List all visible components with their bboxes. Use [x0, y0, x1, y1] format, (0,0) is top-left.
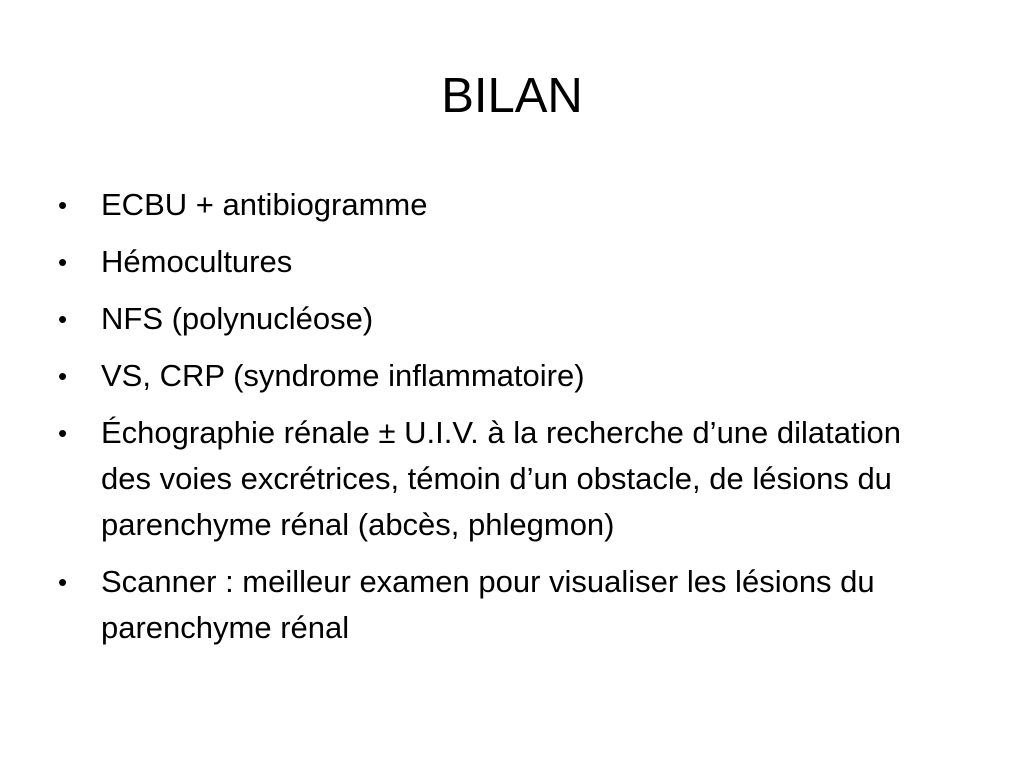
slide-title: BILAN [441, 69, 583, 123]
bullet-item-scanner [58, 559, 958, 651]
bullet-text: NFS (polynucléose) [101, 301, 374, 336]
bullet-dot-icon: • [58, 418, 68, 448]
bullet-list [58, 182, 958, 662]
bullet-item-hemocultures [58, 239, 958, 285]
bullet-item-vs-crp [58, 353, 958, 399]
bullet-text: Hémocultures [101, 244, 293, 279]
bullet-item-nfs [58, 296, 958, 342]
bullet-dot-icon: • [58, 247, 68, 277]
bullet-dot-icon: • [58, 567, 68, 597]
bullet-item-echographie [58, 410, 958, 548]
bullet-item-ecbu [58, 182, 958, 228]
bullet-dot-icon: • [58, 304, 68, 334]
bullet-dot-icon: • [58, 190, 68, 220]
bullet-text: Scanner : meilleur examen pour visualiser les lésions du parenchyme rénal [101, 564, 875, 645]
bullet-text: VS, CRP (syndrome inflammatoire) [101, 358, 585, 393]
bullet-text: ECBU + antibiogramme [101, 187, 428, 222]
bullet-dot-icon: • [58, 361, 68, 391]
bullet-text: Échographie rénale ± U.I.V. à la recherche d’une dilatation des voies excrétrices, témoin d’un obstacle, de lésions du parenchyme rénal (abcès, phlegmon) [101, 415, 901, 542]
